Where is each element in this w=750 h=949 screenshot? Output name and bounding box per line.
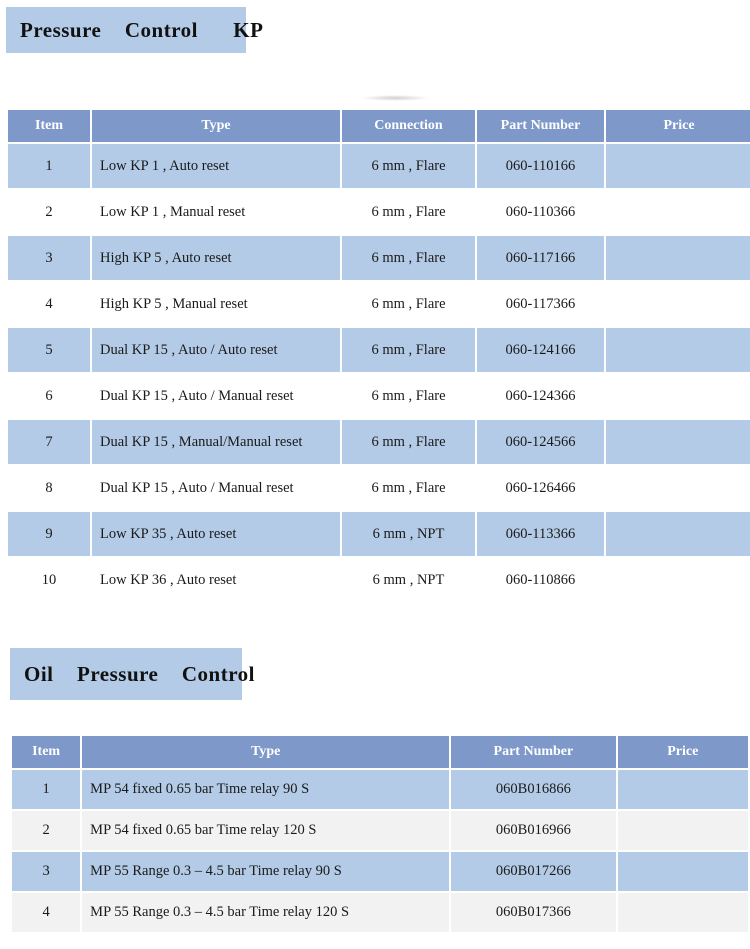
cell-connection: 6 mm , Flare — [342, 236, 475, 280]
header-part-number: Part Number — [451, 736, 615, 768]
cell-item: 7 — [8, 420, 90, 464]
table-row — [8, 236, 750, 280]
header-price: Price — [606, 110, 750, 142]
table-row — [12, 852, 748, 891]
cell-item: 3 — [8, 236, 90, 280]
cell-item: 10 — [8, 558, 90, 602]
cell-part-number: 060-113366 — [477, 512, 604, 556]
cell-connection: 6 mm , Flare — [342, 374, 475, 418]
cell-price — [618, 811, 748, 850]
header-item: Item — [12, 736, 80, 768]
cell-part-number: 060-124166 — [477, 328, 604, 372]
cell-price — [606, 466, 750, 510]
table-row — [12, 811, 748, 850]
cell-connection: 6 mm , Flare — [342, 282, 475, 326]
table-row — [8, 420, 750, 464]
table-row — [8, 558, 750, 602]
table-row — [8, 512, 750, 556]
cell-item: 1 — [12, 770, 80, 809]
cell-price — [606, 420, 750, 464]
table-row — [8, 466, 750, 510]
section-title-oil — [10, 648, 255, 700]
header-item: Item — [8, 110, 90, 142]
cell-type: MP 55 Range 0.3 – 4.5 bar Time relay 90 S — [82, 852, 449, 891]
cell-part-number: 060B016966 — [451, 811, 615, 850]
divider-shadow — [360, 95, 430, 101]
cell-price — [606, 190, 750, 234]
cell-part-number: 060-110866 — [477, 558, 604, 602]
cell-item: 3 — [12, 852, 80, 891]
cell-type: Low KP 1 , Manual reset — [92, 190, 340, 234]
cell-item: 5 — [8, 328, 90, 372]
cell-type: MP 54 fixed 0.65 bar Time relay 120 S — [82, 811, 449, 850]
cell-price — [606, 374, 750, 418]
table-row — [8, 190, 750, 234]
cell-connection: 6 mm , Flare — [342, 190, 475, 234]
cell-item: 4 — [12, 893, 80, 932]
cell-part-number: 060B016866 — [451, 770, 615, 809]
cell-price — [606, 282, 750, 326]
cell-part-number: 060B017366 — [451, 893, 615, 932]
section-title-text: Pressure Control KP — [20, 17, 264, 42]
header-type: Type — [82, 736, 449, 768]
cell-part-number: 060-117166 — [477, 236, 604, 280]
cell-type: MP 55 Range 0.3 – 4.5 bar Time relay 120 S — [82, 893, 449, 932]
header-type: Type — [92, 110, 340, 142]
cell-item: 4 — [8, 282, 90, 326]
table-row — [8, 282, 750, 326]
cell-price — [606, 236, 750, 280]
table-row — [8, 144, 750, 188]
cell-type: Dual KP 15 , Manual/Manual reset — [92, 420, 340, 464]
cell-part-number: 060-117366 — [477, 282, 604, 326]
cell-type: Dual KP 15 , Auto / Auto reset — [92, 328, 340, 372]
cell-price — [606, 512, 750, 556]
cell-price — [606, 328, 750, 372]
section-title-text: Oil Pressure Control — [24, 661, 255, 686]
cell-item: 2 — [8, 190, 90, 234]
cell-price — [618, 893, 748, 932]
table-row — [12, 893, 748, 932]
cell-part-number: 060-124566 — [477, 420, 604, 464]
cell-connection: 6 mm , Flare — [342, 466, 475, 510]
cell-item: 2 — [12, 811, 80, 850]
cell-type: Dual KP 15 , Auto / Manual reset — [92, 466, 340, 510]
cell-item: 6 — [8, 374, 90, 418]
table-row — [8, 328, 750, 372]
cell-price — [606, 558, 750, 602]
table-row — [12, 770, 748, 809]
header-price: Price — [618, 736, 748, 768]
cell-part-number: 060-110166 — [477, 144, 604, 188]
cell-part-number: 060B017266 — [451, 852, 615, 891]
cell-item: 8 — [8, 466, 90, 510]
cell-price — [618, 852, 748, 891]
cell-type: Low KP 36 , Auto reset — [92, 558, 340, 602]
cell-connection: 6 mm , NPT — [342, 558, 475, 602]
cell-item: 1 — [8, 144, 90, 188]
header-connection: Connection — [342, 110, 475, 142]
cell-part-number: 060-126466 — [477, 466, 604, 510]
cell-price — [618, 770, 748, 809]
cell-type: High KP 5 , Manual reset — [92, 282, 340, 326]
cell-type: MP 54 fixed 0.65 bar Time relay 90 S — [82, 770, 449, 809]
table-row — [8, 374, 750, 418]
cell-type: Low KP 35 , Auto reset — [92, 512, 340, 556]
cell-price — [606, 144, 750, 188]
cell-connection: 6 mm , Flare — [342, 328, 475, 372]
kp-pressure-control-table — [6, 108, 750, 604]
cell-type: Low KP 1 , Auto reset — [92, 144, 340, 188]
section-title-kp — [6, 7, 264, 53]
table-header-row — [12, 736, 748, 768]
header-part-number: Part Number — [477, 110, 604, 142]
table-header-row — [8, 110, 750, 142]
cell-connection: 6 mm , NPT — [342, 512, 475, 556]
cell-part-number: 060-110366 — [477, 190, 604, 234]
cell-item: 9 — [8, 512, 90, 556]
oil-pressure-control-table — [10, 734, 750, 934]
cell-type: Dual KP 15 , Auto / Manual reset — [92, 374, 340, 418]
cell-type: High KP 5 , Auto reset — [92, 236, 340, 280]
cell-connection: 6 mm , Flare — [342, 144, 475, 188]
cell-connection: 6 mm , Flare — [342, 420, 475, 464]
cell-part-number: 060-124366 — [477, 374, 604, 418]
